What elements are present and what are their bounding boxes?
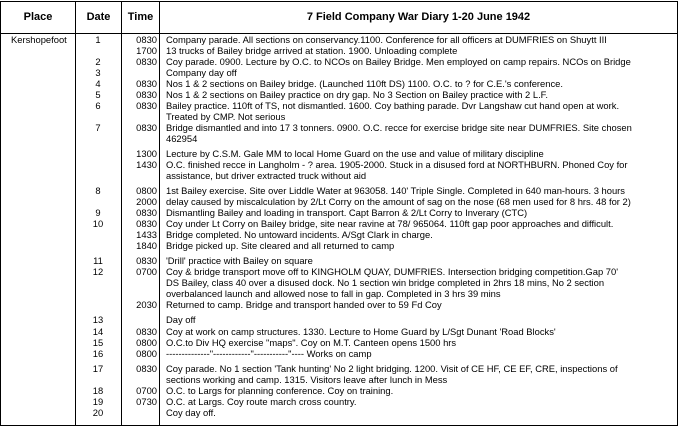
table-row [1, 207, 677, 218]
place-cell: Kershopefoot [11, 34, 67, 45]
time-cell: 0830 [136, 78, 157, 89]
time-cell: 0830 [136, 255, 157, 266]
date-cell: 3 [95, 67, 101, 78]
entry-cell: Bridge dismantled and into 17 3 tonners. 0900. O.C. recce for exercise bridge site near DUMFRIES. Site chosen [166, 122, 632, 133]
date-cell: 4 [95, 78, 101, 89]
entry-cell: assistance, but driver extracted truck without aid [166, 170, 367, 181]
entry-cell: Company day off [166, 67, 237, 78]
date-cell: 6 [95, 100, 101, 111]
date-cell: 14 [92, 326, 104, 337]
table-row [1, 288, 677, 299]
table-row [1, 122, 677, 133]
entry-cell: O.C. at Largs. Coy route march cross country. [166, 396, 357, 407]
time-cell: 0830 [136, 100, 157, 111]
time-cell: 1700 [136, 45, 157, 56]
war-diary-table [0, 1, 678, 426]
table-row [1, 170, 677, 181]
table-header [1, 2, 677, 34]
table-row [1, 314, 677, 325]
entry-cell: Bridge picked up. Site cleared and all returned to camp [166, 240, 395, 251]
entry-cell: 462954 [166, 133, 198, 144]
date-cell: 9 [95, 207, 101, 218]
time-cell: 0830 [136, 122, 157, 133]
date-cell: 15 [92, 337, 104, 348]
entry-cell: --------------"------------"-----------"---- Works on camp [166, 348, 372, 359]
entry-cell: Coy under Lt Corry on Bailey bridge, site near ravine at 78/ 965064. 110ft gap poor approaches and difficult. [166, 218, 614, 229]
date-cell: 12 [92, 266, 104, 277]
time-cell: 1430 [136, 159, 157, 170]
table-row [1, 229, 677, 240]
time-cell: 1840 [136, 240, 157, 251]
table-row [1, 89, 677, 100]
time-cell: 0830 [136, 207, 157, 218]
entry-cell: Coy day off. [166, 407, 216, 418]
table-row [1, 407, 677, 418]
date-cell: 2 [95, 56, 101, 67]
table-row [1, 100, 677, 111]
date-cell: 16 [92, 348, 104, 359]
entry-cell: 13 trucks of Bailey bridge arrived at station. 1900. Unloading complete [166, 45, 458, 56]
table-row [1, 348, 677, 359]
time-cell: 1433 [136, 229, 157, 240]
time-cell: 0700 [136, 266, 157, 277]
entry-cell: Returned to camp. Bridge and transport handed over to 59 Fd Coy [166, 299, 442, 310]
date-cell: 7 [95, 122, 101, 133]
table-row [1, 56, 677, 67]
time-cell: 0700 [136, 385, 157, 396]
entry-cell: Lecture by C.S.M. Gale MM to local Home Guard on the use and value of military discipline [166, 148, 544, 159]
entry-cell: O.C.to Div HQ exercise "maps". Coy on M.T. Canteen opens 1500 hrs [166, 337, 457, 348]
header-title: 7 Field Company War Diary 1-20 June 1942 [306, 11, 531, 23]
entry-cell: O.C. to Largs for planning conference. Coy on training. [166, 385, 394, 396]
table-row [1, 337, 677, 348]
time-cell: 0830 [136, 56, 157, 67]
entry-cell: Nos 1 & 2 sections on Bailey practice on dry gap. No 3 Section on Bailey practice with 2 L.F. [166, 89, 548, 100]
entry-cell: sections working and camp. 1315. Visitors leave after lunch in Mess [166, 374, 448, 385]
entry-cell: O.C. finished recce in Langholm - ? area. 1905-2000. Stuck in a disused ford at NORTHBURN. Phoned Coy for [166, 159, 628, 170]
table-row [1, 396, 677, 407]
table-body [1, 34, 677, 425]
date-cell: 8 [95, 185, 101, 196]
time-cell: 0830 [136, 363, 157, 374]
table-row [1, 133, 677, 144]
table-row [1, 67, 677, 78]
table-row [1, 374, 677, 385]
entry-cell: Coy & bridge transport move off to KINGHOLM QUAY, DUMFRIES. Intersection bridging competition.Gap 70' [166, 266, 618, 277]
table-row [1, 277, 677, 288]
table-row [1, 45, 677, 56]
time-cell: 2000 [136, 196, 157, 207]
table-row [1, 240, 677, 251]
date-cell: 10 [92, 218, 104, 229]
time-cell: 2030 [136, 299, 157, 310]
time-cell: 0800 [136, 337, 157, 348]
time-cell: 0800 [136, 185, 157, 196]
entry-cell: Company parade. All sections on conservancy.1100. Conference for all officers at DUMFRIES on Shuytt III [166, 34, 607, 45]
date-cell: 17 [92, 363, 104, 374]
date-cell: 11 [93, 255, 103, 266]
entry-cell: Bridge completed. No untoward incidents. A/Sgt Clark in charge. [166, 229, 433, 240]
table-row [1, 266, 677, 277]
time-cell: 0830 [136, 89, 157, 100]
time-cell: 0800 [136, 348, 157, 359]
table-row [1, 148, 677, 159]
table-row [1, 159, 677, 170]
header-place: Place [23, 11, 53, 23]
time-cell: 0830 [136, 218, 157, 229]
date-cell: 13 [92, 314, 104, 325]
entry-cell: DS Bailey, class 40 over a disused dock. No 1 section win bridge completed in 2hrs 18 mins, No 2 section [166, 277, 605, 288]
entry-cell: Coy parade. No 1 section 'Tank hunting' No 2 light bridging. 1200. Visit of CE HF, CE EF, CRE, inspections of [166, 363, 618, 374]
time-cell: 0730 [136, 396, 157, 407]
header-time: Time [127, 11, 154, 23]
date-cell: 18 [92, 385, 104, 396]
entry-cell: Treated by CMP. Not serious [166, 111, 286, 122]
time-cell: 1300 [136, 148, 157, 159]
table-row [1, 196, 677, 207]
table-row [1, 363, 677, 374]
table-row [1, 185, 677, 196]
entry-cell: 1st Bailey exercise. Site over Liddle Water at 963058. 140' Triple Single. Completed in 640 man-hours. 3 hours [166, 185, 625, 196]
entry-cell: Coy parade. 0900. Lecture by O.C. to NCOs on Bailey Bridge. Men employed on camp repairs. NCOs on Bridge [166, 56, 631, 67]
table-row [1, 299, 677, 310]
entry-cell: Day off [166, 314, 196, 325]
date-cell: 5 [95, 89, 101, 100]
table-row [1, 385, 677, 396]
time-cell: 0830 [136, 34, 157, 45]
date-cell: 20 [92, 407, 104, 418]
table-row [1, 111, 677, 122]
entry-cell: Dismantling Bailey and loading in transport. Capt Barron & 2/Lt Corry to Inverary (CTC) [166, 207, 528, 218]
entry-cell: delay caused by miscalculation by 2/Lt Corry on the amount of sag on the nose (68 men used for 8 hrs. 48 for 2) [166, 196, 631, 207]
table-row [1, 326, 677, 337]
table-row [1, 255, 677, 266]
entry-cell: overbalanced launch and allowed nose to fall in gap. Completed in 3 hrs 39 mins [166, 288, 501, 299]
table-row [1, 218, 677, 229]
entry-cell: Nos 1 & 2 sections on Bailey bridge. (Launched 110ft DS) 1100. O.C. to ? for C.E.'s conference. [166, 78, 563, 89]
entry-cell: Coy at work on camp structures. 1330. Lecture to Home Guard by L/Sgt Dunant 'Road Blocks' [166, 326, 556, 337]
table-row [1, 34, 677, 45]
date-cell: 1 [95, 34, 101, 45]
table-row [1, 78, 677, 89]
date-cell: 19 [92, 396, 104, 407]
entry-cell: Bailey practice. 110ft of TS, not dismantled. 1600. Coy bathing parade. Dvr Langshaw cut hand open at work. [166, 100, 620, 111]
header-date: Date [86, 11, 111, 23]
entry-cell: 'Drill' practice with Bailey on square [166, 255, 313, 266]
time-cell: 0830 [136, 326, 157, 337]
